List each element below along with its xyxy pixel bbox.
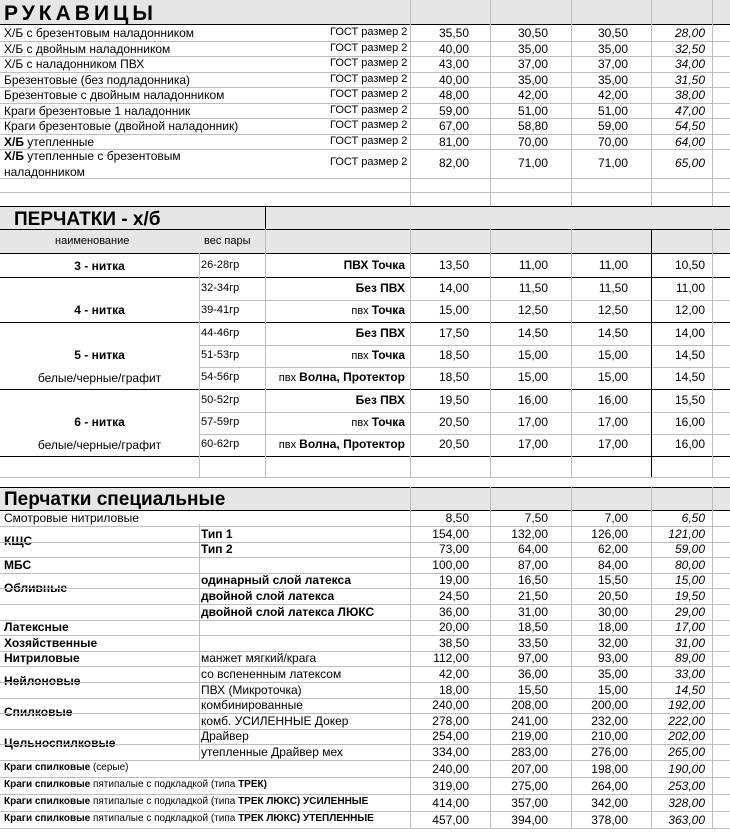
product-name-part: Х/Б: [4, 134, 24, 149]
price-cell: 28,00: [674, 26, 705, 40]
special-variant: Тип 2: [201, 542, 233, 556]
column-divider: [651, 229, 652, 477]
special-category: Нейлоновые: [4, 674, 81, 688]
weight-cell: 57-59гр: [201, 416, 240, 428]
price-cell: 35,00: [597, 72, 628, 87]
coating-type: [351, 349, 405, 362]
price-cell: 253,00: [668, 779, 705, 793]
price-cell: 70,00: [597, 134, 628, 149]
price-cell: 121,00: [668, 527, 705, 541]
price-cell: 190,00: [668, 762, 705, 776]
price-cell: 13,50: [438, 258, 469, 272]
column-divider: [265, 229, 266, 477]
price-cell: 18,00: [438, 683, 469, 697]
price-cell: 202,00: [668, 729, 705, 743]
kragi-name-part: Краги спилковые: [4, 779, 91, 790]
column-divider: [712, 487, 713, 829]
column-divider: [571, 0, 572, 206]
price-cell: 40,00: [438, 72, 469, 87]
special-variant: двойной слой латекса ЛЮКС: [201, 605, 375, 619]
price-cell: 31,00: [674, 636, 705, 650]
kragi-name: [4, 763, 129, 773]
price-cell: 378,00: [591, 813, 628, 827]
price-cell: 7,00: [604, 511, 628, 525]
row-divider: [0, 322, 730, 323]
price-cell: 35,00: [597, 667, 628, 681]
price-cell: 276,00: [591, 745, 628, 759]
gost-size: ГОСТ размер 2: [330, 88, 408, 100]
price-cell: 15,50: [674, 393, 705, 407]
price-cell: 192,00: [668, 698, 705, 712]
price-cell: 30,50: [517, 26, 548, 40]
price-cell: 14,50: [674, 683, 705, 697]
price-cell: 17,00: [597, 437, 628, 451]
special-category: КЩС: [4, 534, 33, 548]
price-cell: 89,00: [674, 651, 705, 665]
price-cell: 18,50: [517, 620, 548, 634]
coating-type: [351, 416, 405, 429]
price-cell: 11,50: [598, 281, 628, 295]
price-cell: 14,50: [597, 326, 628, 340]
price-cell: 19,00: [438, 573, 469, 587]
gost-size: ГОСТ размер 2: [330, 134, 408, 147]
price-cell: 32,50: [674, 41, 705, 56]
special-category: Спилковые: [4, 705, 73, 719]
column-divider: [651, 0, 652, 206]
price-cell: 14,50: [517, 326, 548, 340]
price-cell: 319,00: [432, 779, 469, 793]
column-header-weight: вес пары: [204, 235, 251, 247]
row-divider: [0, 178, 730, 179]
price-cell: 12,50: [597, 303, 628, 317]
price-cell: 20,00: [438, 620, 469, 634]
price-cell: 12,50: [517, 303, 548, 317]
price-cell: 42,00: [597, 88, 628, 102]
thread-colors: белые/черные/графит: [37, 371, 162, 385]
coating-type-part: пвх: [351, 417, 372, 429]
price-cell: 208,00: [511, 698, 548, 712]
column-divider: [490, 229, 491, 477]
price-cell: 16,50: [517, 573, 548, 587]
thread-count: 3 - нитка: [74, 259, 125, 273]
column-header-name: наименование: [55, 235, 130, 247]
gost-size: ГОСТ размер 2: [330, 41, 408, 54]
price-cell: 16,00: [674, 437, 705, 451]
price-cell: 87,00: [517, 558, 548, 572]
row-divider: [0, 811, 730, 812]
weight-cell: 44-46гр: [201, 327, 240, 339]
price-cell: 93,00: [597, 651, 628, 665]
price-cell: 132,00: [511, 527, 548, 541]
column-divider: [410, 0, 411, 206]
price-cell: 222,00: [668, 714, 705, 728]
price-cell: 15,00: [674, 573, 705, 587]
weight-cell: 39-41гр: [201, 304, 240, 316]
row-divider: [0, 828, 730, 829]
price-cell: 15,50: [597, 573, 628, 587]
price-cell: 64,00: [517, 542, 548, 556]
column-divider: [199, 524, 200, 760]
price-cell: 65,00: [674, 156, 705, 170]
coating-type-part: Точка: [371, 303, 405, 317]
price-cell: 81,00: [438, 134, 469, 149]
coating-type-part: пвх: [278, 439, 300, 451]
price-cell: 18,50: [438, 348, 469, 362]
price-cell: 15,00: [517, 348, 548, 362]
price-cell: 457,00: [432, 813, 469, 827]
product-name: [4, 136, 94, 148]
price-cell: 58,80: [517, 119, 548, 133]
product-name: [4, 150, 181, 162]
special-variant: комб. УСИЛЕННЫЕ Докер: [201, 714, 349, 728]
price-cell: 11,00: [598, 258, 628, 272]
column-divider: [712, 0, 713, 206]
row-divider: [0, 760, 730, 761]
weight-cell: 32-34гр: [201, 282, 240, 294]
gost-size: ГОСТ размер 2: [330, 72, 408, 85]
kragi-name-part: ТРЕК): [238, 779, 267, 790]
price-cell: 112,00: [433, 651, 469, 665]
price-cell: 97,00: [517, 651, 548, 665]
price-cell: 38,50: [438, 636, 469, 650]
price-cell: 394,00: [511, 813, 548, 827]
price-cell: 16,00: [597, 393, 628, 407]
kragi-name: [4, 814, 374, 824]
special-variant: ПВХ (Микроточка): [201, 683, 302, 697]
kragi-name-part: (серые): [90, 762, 129, 773]
price-cell: 240,00: [432, 762, 469, 776]
price-cell: 34,00: [674, 57, 705, 71]
price-cell: 43,00: [438, 57, 469, 71]
price-cell: 10,50: [674, 258, 705, 272]
product-name-cont: наладонником: [4, 165, 85, 179]
column-divider: [265, 207, 266, 229]
price-cell: 37,00: [597, 57, 628, 71]
price-cell: 67,00: [438, 119, 469, 133]
price-cell: 17,00: [517, 437, 548, 451]
price-cell: 54,50: [674, 119, 705, 133]
row-divider: [0, 253, 730, 254]
price-cell: 47,00: [674, 103, 705, 118]
special-variant: комбинированные: [201, 698, 303, 712]
kragi-name: [4, 780, 267, 790]
price-cell: 48,00: [438, 88, 469, 102]
coating-type-part: ПВХ Точка: [343, 258, 405, 272]
special-variant: Тип 1: [201, 527, 233, 541]
price-cell: 198,00: [591, 762, 628, 776]
price-cell: 14,00: [674, 326, 705, 340]
gost-size: ГОСТ размер 2: [330, 156, 408, 168]
gost-size: ГОСТ размер 2: [330, 119, 408, 131]
price-cell: 20,50: [597, 589, 628, 603]
price-cell: 38,00: [674, 88, 705, 102]
price-cell: 14,50: [674, 348, 705, 362]
price-cell: 11,00: [675, 281, 705, 295]
price-cell: 15,00: [438, 303, 469, 317]
column-divider: [651, 487, 652, 829]
price-cell: 31,00: [517, 605, 548, 619]
price-cell: 51,00: [597, 103, 628, 118]
gost-size: ГОСТ размер 2: [330, 26, 408, 38]
kragi-name: [4, 797, 368, 807]
price-cell: 30,50: [597, 26, 628, 40]
thread-count: 5 - нитка: [74, 348, 125, 362]
price-cell: 334,00: [432, 745, 469, 759]
price-cell: 12,00: [674, 303, 705, 317]
price-cell: 210,00: [591, 729, 628, 743]
kragi-name-part: пятипалые с подкладкой (типа: [90, 813, 239, 824]
product-name: Брезентовые с двойным наладонником: [4, 88, 225, 102]
weight-cell: 26-28гр: [201, 259, 240, 271]
price-cell: 278,00: [432, 714, 469, 728]
row-divider: [0, 777, 730, 778]
kragi-name-part: ТРЕК ЛЮКС) УТЕПЛЕННЫЕ: [238, 813, 374, 824]
special-category: Латексные: [4, 620, 69, 634]
price-cell: 21,50: [517, 589, 548, 603]
price-cell: 241,00: [511, 714, 548, 728]
special-variant: со вспененным латексом: [201, 667, 342, 681]
coating-type-part: Без ПВХ: [355, 393, 405, 407]
coating-type-part: Волна, Протектор: [299, 370, 405, 384]
price-cell: 24,50: [438, 589, 469, 603]
price-cell: 40,00: [438, 41, 469, 56]
price-cell: 82,00: [438, 156, 469, 170]
price-cell: 275,00: [511, 779, 548, 793]
gost-size: ГОСТ размер 2: [330, 103, 408, 116]
column-divider: [571, 229, 572, 477]
coating-type-part: пвх: [351, 350, 372, 362]
price-cell: 73,00: [438, 542, 469, 556]
kragi-name-part: Краги спилковые: [4, 796, 91, 807]
special-category: Смотровые нитриловые: [4, 511, 139, 525]
special-category: Хозяйственные: [4, 636, 98, 650]
coating-type-part: Волна, Протектор: [299, 437, 405, 451]
price-cell: 35,00: [597, 41, 628, 56]
special-category: МБС: [4, 558, 32, 572]
weight-cell: 51-53гр: [201, 349, 240, 361]
special-variant: Драйвер: [201, 729, 249, 743]
special-category: Нитриловые: [4, 651, 80, 665]
price-cell: 240,00: [432, 698, 469, 712]
price-cell: 19,50: [674, 589, 705, 603]
price-cell: 20,50: [438, 415, 469, 429]
column-divider: [410, 487, 411, 829]
price-cell: 59,00: [438, 103, 469, 118]
price-cell: 70,00: [517, 134, 548, 149]
row-divider: [0, 389, 730, 390]
price-cell: 59,00: [674, 542, 705, 556]
price-cell: 265,00: [668, 745, 705, 759]
special-category: Обливные: [4, 581, 67, 595]
price-cell: 232,00: [591, 714, 628, 728]
coating-type-part: Без ПВХ: [355, 326, 405, 340]
price-cell: 6,50: [681, 511, 705, 525]
column-divider: [490, 0, 491, 206]
column-divider: [571, 487, 572, 829]
special-variant: одинарный слой латекса: [201, 573, 351, 587]
price-cell: 62,00: [597, 542, 628, 556]
price-cell: 100,00: [432, 558, 469, 572]
price-cell: 414,00: [432, 796, 469, 810]
price-cell: 30,00: [597, 605, 628, 619]
price-cell: 15,00: [597, 683, 628, 697]
price-cell: 15,00: [597, 348, 628, 362]
price-cell: 15,50: [517, 683, 548, 697]
price-cell: 14,00: [438, 281, 469, 295]
price-cell: 207,00: [511, 762, 548, 776]
weight-cell: 50-52гр: [201, 394, 240, 406]
product-name: Краги брезентовые (двойной наладонник): [4, 119, 239, 133]
column-divider: [410, 229, 411, 477]
special-variant: манжет мягкий/крага: [201, 651, 317, 665]
product-name-part: утепленные: [23, 134, 95, 149]
gloves-title: ПЕРЧАТКИ - х/б: [14, 209, 161, 230]
price-cell: 17,50: [438, 326, 469, 340]
price-cell: 80,00: [674, 558, 705, 572]
price-cell: 35,00: [517, 72, 548, 87]
weight-cell: 60-62гр: [201, 438, 240, 450]
coating-type-part: Без ПВХ: [355, 281, 405, 295]
price-cell: 19,50: [438, 393, 469, 407]
price-cell: 154,00: [432, 527, 469, 541]
price-cell: 11,50: [518, 281, 548, 295]
special-category: Цельноспилковые: [4, 736, 116, 750]
price-cell: 71,00: [517, 156, 548, 170]
coating-type: [279, 438, 405, 451]
product-name: Х/Б с брезентовым наладонником: [4, 26, 195, 40]
price-cell: 29,00: [674, 605, 705, 619]
price-cell: 219,00: [511, 729, 548, 743]
kragi-name-part: ТРЕК ЛЮКС) УСИЛЕННЫЕ: [238, 796, 369, 807]
price-cell: 18,00: [597, 620, 628, 634]
column-divider: [490, 487, 491, 829]
price-cell: 17,00: [517, 415, 548, 429]
row-divider: [0, 277, 730, 278]
kragi-name-part: Краги спилковые: [4, 813, 91, 824]
special-variant: двойной слой латекса: [201, 589, 335, 603]
row-divider: [0, 24, 730, 25]
price-cell: 84,00: [597, 558, 628, 572]
special-variant: утепленные Драйвер мех: [201, 745, 343, 759]
price-cell: 7,50: [524, 511, 548, 525]
row-divider: [0, 192, 730, 193]
gost-size: ГОСТ размер 2: [330, 57, 408, 69]
price-cell: 18,50: [438, 370, 469, 384]
price-cell: 357,00: [511, 796, 548, 810]
price-cell: 363,00: [668, 813, 705, 827]
price-cell: 37,00: [517, 57, 548, 71]
coating-type: [356, 327, 405, 339]
product-name: Брезентовые (без подладонника): [4, 72, 191, 87]
price-cell: 17,00: [674, 620, 705, 634]
price-cell: 264,00: [591, 779, 628, 793]
price-cell: 42,00: [438, 667, 469, 681]
price-cell: 17,00: [597, 415, 628, 429]
price-cell: 32,00: [597, 636, 628, 650]
price-cell: 342,00: [591, 796, 628, 810]
price-cell: 31,50: [674, 72, 705, 87]
price-cell: 11,00: [518, 258, 548, 272]
coating-type: [356, 282, 405, 294]
row-divider: [0, 477, 730, 478]
column-divider: [199, 253, 200, 477]
price-cell: 16,00: [517, 393, 548, 407]
price-cell: 283,00: [511, 745, 548, 759]
product-name: Х/Б с двойным наладонником: [4, 41, 171, 56]
row-divider: [0, 794, 730, 795]
price-cell: 16,00: [674, 415, 705, 429]
mittens-title: РУКАВИЦЫ: [4, 2, 157, 25]
thread-colors: белые/черные/графит: [37, 438, 162, 452]
price-cell: 71,00: [597, 156, 628, 170]
coating-type-part: Точка: [371, 348, 405, 362]
row-divider: [0, 456, 730, 457]
price-cell: 64,00: [674, 134, 705, 149]
price-cell: 328,00: [668, 796, 705, 810]
price-cell: 36,00: [438, 605, 469, 619]
price-cell: 35,00: [517, 41, 548, 56]
product-name: Краги брезентовые 1 наладонник: [4, 103, 191, 118]
price-cell: 200,00: [591, 698, 628, 712]
price-cell: 35,50: [438, 26, 469, 40]
coating-type: [344, 259, 405, 271]
coating-type: [351, 304, 405, 317]
price-cell: 33,00: [674, 667, 705, 681]
price-cell: 15,00: [517, 370, 548, 384]
price-cell: 33,50: [517, 636, 548, 650]
price-cell: 126,00: [591, 527, 628, 541]
price-cell: 51,00: [517, 103, 548, 118]
thread-count: 4 - нитка: [74, 303, 125, 317]
price-cell: 8,50: [445, 511, 469, 525]
kragi-name-part: пятипалые с подкладкой (типа: [90, 779, 239, 790]
product-name-part: утепленные с брезентовым: [23, 149, 181, 163]
product-name: Х/Б с наладонником ПВХ: [4, 57, 145, 71]
price-cell: 20,50: [438, 437, 469, 451]
special-title: Перчатки специальные: [4, 489, 226, 510]
price-cell: 59,00: [597, 119, 628, 133]
coating-type-part: пвх: [278, 372, 300, 384]
thread-count: 6 - нитка: [74, 415, 125, 429]
price-cell: 42,00: [517, 88, 548, 102]
price-cell: 254,00: [432, 729, 469, 743]
coating-type: [356, 394, 405, 406]
kragi-name-part: Краги спилковые: [4, 762, 91, 773]
product-name-part: Х/Б: [4, 149, 24, 163]
coating-type-part: пвх: [351, 305, 372, 317]
coating-type-part: Точка: [371, 415, 405, 429]
coating-type: [279, 371, 405, 384]
price-cell: 14,50: [674, 370, 705, 384]
kragi-name-part: пятипалые с подкладкой (типа: [90, 796, 239, 807]
weight-cell: 54-56гр: [201, 371, 240, 383]
column-divider: [712, 229, 713, 477]
price-cell: 15,00: [597, 370, 628, 384]
price-cell: 36,00: [517, 667, 548, 681]
